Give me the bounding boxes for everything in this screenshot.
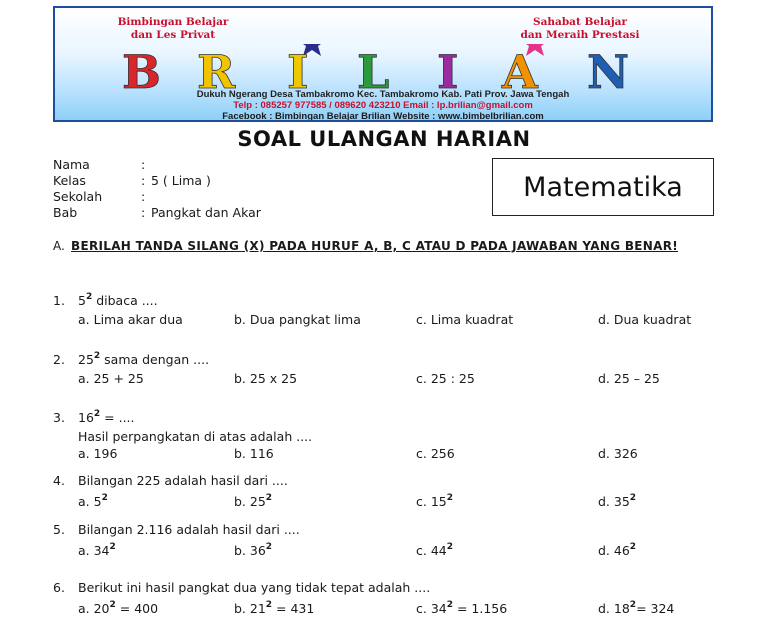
option-result: = 400	[115, 601, 159, 616]
info-row-nama	[53, 157, 261, 173]
answer-option[interactable]: c. 256	[416, 446, 455, 461]
brilian-logo	[107, 44, 667, 94]
question-number: 6.	[53, 580, 65, 595]
answer-option[interactable]	[416, 493, 453, 509]
option-base: 15	[430, 494, 447, 509]
option-letter: b.	[234, 543, 250, 558]
brand-letter: I	[287, 45, 309, 94]
question-number: 2.	[53, 352, 65, 367]
option-letter: d.	[598, 543, 614, 558]
info-label: Nama	[53, 157, 90, 172]
option-letter: c.	[416, 601, 431, 616]
answer-option[interactable]	[234, 542, 272, 558]
question-number: 4.	[53, 473, 65, 488]
option-result: = 324	[636, 601, 675, 616]
question-number: 3.	[53, 410, 65, 425]
stem-text: Berikut ini hasil pangkat dua yang tidak tepat adalah ....	[78, 580, 431, 595]
answer-option[interactable]: c. 25 : 25	[416, 371, 475, 386]
brand-letter: B	[122, 45, 161, 94]
question-number: 1.	[53, 293, 65, 308]
answer-option[interactable]: b. 25 x 25	[234, 371, 298, 386]
banner-social-website: Facebook : Bimbingan Belajar Brilian Website : www.bimbelbrilian.com	[222, 111, 544, 122]
exponent: 2	[629, 493, 637, 503]
answer-option[interactable]: d. 25 – 25	[598, 371, 660, 386]
banner-address: Dukuh Ngerang Desa Tambakromo Kec. Tambakromo Kab. Pati Prov. Jawa Tengah	[196, 89, 570, 100]
answer-option[interactable]: b. Dua pangkat lima	[234, 312, 361, 327]
stem-base: 5	[78, 293, 86, 308]
info-colon: :	[141, 173, 146, 188]
answer-option[interactable]: d. Dua kuadrat	[598, 312, 692, 327]
header-banner	[53, 6, 713, 122]
option-base: 25	[249, 494, 266, 509]
option-base: 34	[93, 543, 110, 558]
subject-box: Matematika	[492, 158, 714, 216]
stem-text: dibaca ....	[92, 293, 158, 308]
option-result: = 1.156	[453, 601, 508, 616]
stem-text: Bilangan 225 adalah hasil dari ....	[78, 473, 288, 488]
answer-option[interactable]	[234, 600, 314, 616]
question-stem	[53, 580, 430, 595]
answer-option[interactable]: b. 116	[234, 446, 274, 461]
tagline-left-line1: Bimbingan Belajar	[117, 16, 229, 28]
exponent: 2	[85, 292, 93, 302]
exponent: 2	[446, 600, 453, 610]
info-row-bab	[53, 205, 261, 221]
exponent: 2	[265, 542, 273, 552]
answer-option[interactable]: c. Lima kuadrat	[416, 312, 514, 327]
question-stem	[53, 292, 158, 308]
exponent: 2	[629, 600, 637, 610]
option-letter: d.	[598, 601, 614, 616]
option-letter: a.	[78, 494, 94, 509]
student-info	[53, 157, 261, 221]
exponent: 2	[109, 600, 116, 610]
tagline-left-line2: dan Les Privat	[130, 29, 216, 41]
option-base: 46	[613, 543, 630, 558]
answer-option[interactable]	[598, 600, 674, 616]
info-row-kelas	[53, 173, 261, 189]
question-stem	[53, 409, 135, 425]
exponent: 2	[265, 600, 273, 610]
option-base: 34	[430, 601, 447, 616]
exponent: 2	[101, 493, 108, 503]
banner-tagline-right	[510, 16, 650, 42]
option-base: 21	[249, 601, 266, 616]
tagline-right-line2: dan Meraih Prestasi	[520, 29, 640, 41]
page-title: SOAL ULANGAN HARIAN	[237, 127, 531, 151]
question-stem	[53, 351, 209, 367]
section-instruction	[53, 238, 715, 254]
info-value: 5 ( Lima )	[151, 173, 211, 188]
question-number: 5.	[53, 522, 65, 537]
question-stem	[53, 522, 300, 537]
brand-letter: R	[197, 45, 236, 94]
exponent: 2	[446, 493, 453, 503]
exponent: 2	[446, 542, 453, 552]
stem-text: sama dengan ....	[100, 352, 210, 367]
option-letter: c.	[416, 543, 431, 558]
answer-option[interactable]	[234, 493, 272, 509]
answer-option[interactable]	[78, 600, 158, 616]
brand-letter: A	[502, 45, 538, 94]
info-colon: :	[141, 157, 146, 172]
option-base: 20	[93, 601, 110, 616]
exponent: 2	[93, 351, 101, 361]
option-letter: b.	[234, 601, 250, 616]
option-base: 35	[613, 494, 630, 509]
answer-option[interactable]: a. 25 + 25	[78, 371, 144, 386]
answer-option[interactable]	[598, 493, 636, 509]
option-base: 5	[93, 494, 102, 509]
stem-base: 25	[78, 352, 94, 367]
info-value: Pangkat dan Akar	[151, 205, 261, 220]
option-result: = 431	[272, 601, 315, 616]
exponent: 2	[265, 493, 273, 503]
option-letter: a.	[78, 601, 94, 616]
option-base: 44	[430, 543, 447, 558]
question-subtext: Hasil perpangkatan di atas adalah ....	[78, 429, 313, 444]
banner-tagline-left	[113, 16, 233, 42]
stem-text: = ....	[100, 410, 135, 425]
option-letter: a.	[78, 543, 94, 558]
brand-letter: L	[357, 45, 390, 94]
option-letter: c.	[416, 494, 431, 509]
info-colon: :	[141, 205, 146, 220]
answer-option[interactable]: a. 196	[78, 446, 118, 461]
answer-option[interactable]	[78, 542, 116, 558]
option-base: 18	[613, 601, 630, 616]
info-colon: :	[141, 189, 146, 204]
stem-base: 16	[78, 410, 94, 425]
info-label: Sekolah	[53, 189, 103, 204]
option-letter: b.	[234, 494, 250, 509]
section-letter: A.	[53, 239, 65, 253]
answer-option[interactable]	[416, 542, 453, 558]
stem-text: Bilangan 2.116 adalah hasil dari ....	[78, 522, 300, 537]
exponent: 2	[93, 409, 101, 419]
answer-option[interactable]	[78, 493, 108, 509]
option-base: 36	[249, 543, 266, 558]
answer-option[interactable]: d. 326	[598, 446, 638, 461]
brand-letter: N	[587, 45, 630, 94]
question-stem	[53, 473, 288, 488]
answer-option[interactable]: a. Lima akar dua	[78, 312, 183, 327]
answer-option[interactable]	[598, 542, 636, 558]
exponent: 2	[629, 542, 637, 552]
option-letter: d.	[598, 494, 614, 509]
info-label: Kelas	[53, 173, 86, 188]
tagline-right-line1: Sahabat Belajar	[533, 16, 627, 28]
info-label: Bab	[53, 205, 78, 220]
brand-letter: I	[437, 45, 459, 94]
exponent: 2	[109, 542, 116, 552]
instruction-text: BERILAH TANDA SILANG (X) PADA HURUF A, B, C ATAU D PADA JAWABAN YANG BENAR!	[71, 239, 679, 253]
banner-phone-email: Telp : 085257 977585 / 089620 423210 Email : lp.brilian@gmail.com	[233, 100, 533, 111]
info-row-sekolah	[53, 189, 261, 205]
answer-option[interactable]	[416, 600, 507, 616]
